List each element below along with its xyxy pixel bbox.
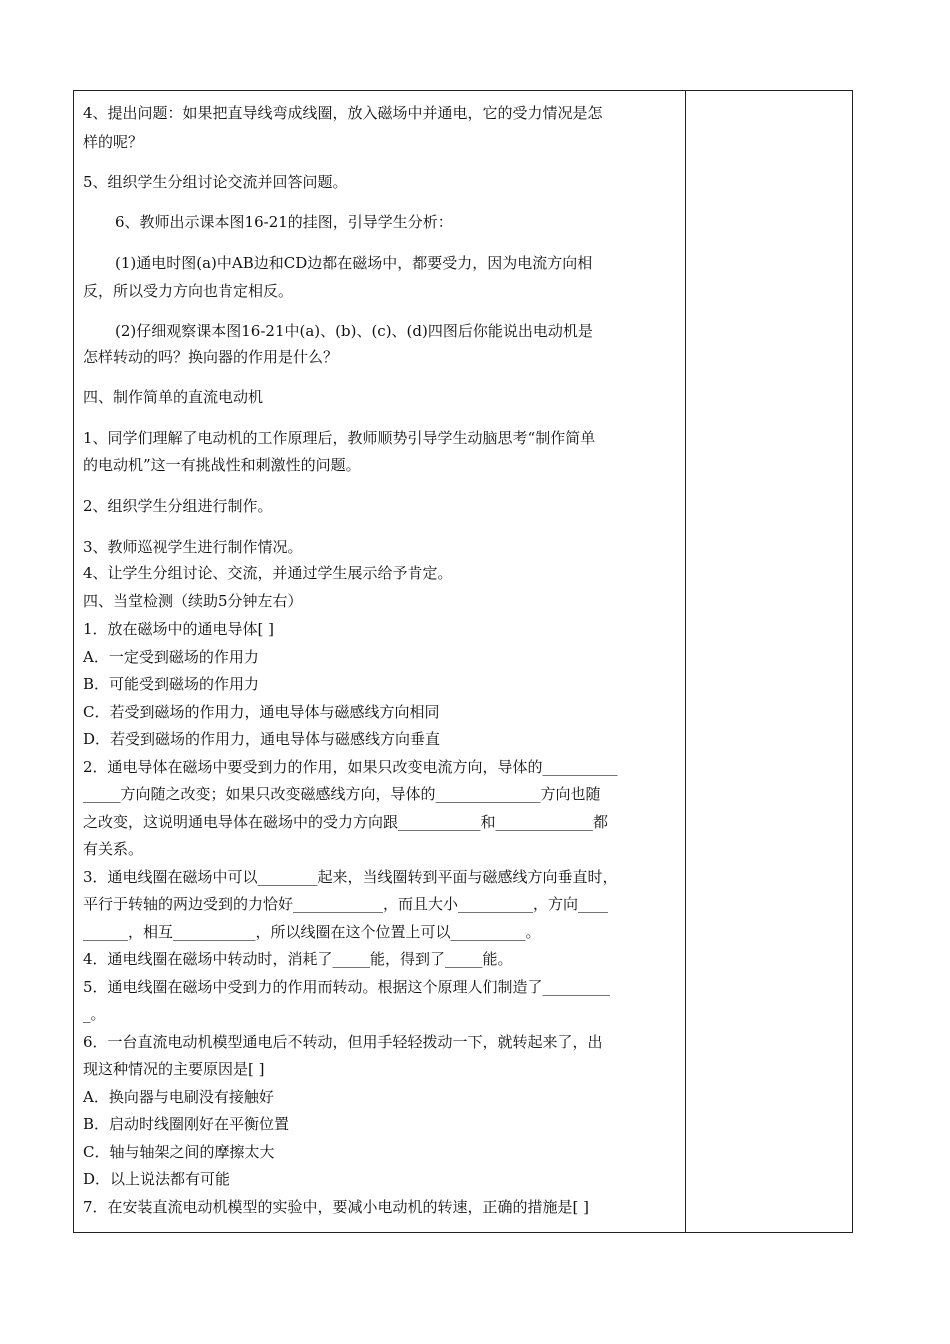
text-line: 之改变，这说明通电导体在磁场中的受力方向跟___________和_____________都 (83, 813, 609, 831)
text-line: (2)仔细观察课本图16-21中(a)、(b)、(c)、(d)四图后你能说出电动机是 (115, 322, 593, 340)
text-line: 4、让学生分组讨论、交流，并通过学生展示给予肯定。 (83, 564, 453, 582)
text-line: (1)通电时图(a)中AB边和CD边都在磁场中，都要受力，因为电流方向相 (115, 254, 593, 272)
text-line: 样的呢？ (83, 133, 144, 151)
option-b: B．启动时线圈刚好在平衡位置 (83, 1115, 290, 1133)
question-7: 7．在安装直流电动机模型的实验中，要减小电动机的转速，正确的措施是[ ] (83, 1198, 590, 1216)
option-a: A．换向器与电刷没有接触好 (83, 1088, 274, 1106)
question-5: 5．通电线圈在磁场中受到力的作用而转动。根据这个原理人们制造了_________ (83, 978, 611, 996)
question-2: 2．通电导体在磁场中要受到力的作用，如果只改变电流方向，导体的__________ (83, 758, 618, 776)
option-c: C．轴与轴架之间的摩擦太大 (83, 1143, 275, 1161)
question-4: 4．通电线圈在磁场中转动时，消耗了_____能，得到了_____能。 (83, 950, 513, 968)
question-3: 3．通电线圈在磁场中可以________起来，当线圈转到平面与磁感线方向垂直时， (83, 868, 618, 886)
text-line: 6、教师出示课本图16-21的挂图，引导学生分析： (115, 213, 453, 231)
text-line: 3、教师巡视学生进行制作情况。 (83, 538, 303, 556)
text-line: 有关系。 (83, 840, 144, 858)
section-heading: 四、制作简单的直流电动机 (83, 388, 264, 406)
text-line: 2、组织学生分组进行制作。 (83, 497, 273, 515)
option-d: D．若受到磁场的作用力，通电导体与磁感线方向垂直 (83, 730, 441, 748)
text-line: _。 (83, 1005, 106, 1023)
column-divider (685, 91, 686, 1232)
option-c: C．若受到磁场的作用力，通电导体与磁感线方向相同 (83, 703, 440, 721)
question-6: 6．一台直流电动机模型通电后不转动，但用手轻轻拨动一下，就转起来了，出 (83, 1033, 603, 1051)
section-heading: 四、当堂检测（续助5分钟左右） (83, 592, 303, 610)
text-line: 1、同学们理解了电动机的工作原理后，教师顺势引导学生动脑思考“制作简单 (83, 429, 596, 447)
notes-cell (687, 91, 852, 1232)
option-a: A．一定受到磁场的作用力 (83, 648, 259, 666)
option-b: B．可能受到磁场的作用力 (83, 675, 260, 693)
text-line: 现这种情况的主要原因是[ ] (83, 1060, 265, 1078)
text-line: _____方向随之改变；如果只改变磁感线方向，导体的______________方向也随 (83, 785, 601, 803)
option-d: D．以上说法都有可能 (83, 1170, 231, 1188)
text-line: 怎样转动的吗？换向器的作用是什么？ (83, 348, 339, 366)
text-line: 反，所以受力方向也肯定相反。 (83, 282, 294, 300)
text-line: 平行于转轴的两边受到的力恰好____________，而且大小__________，方向____ (83, 895, 609, 913)
question-1: 1．放在磁场中的通电导体[ ] (83, 620, 275, 638)
text-line: 5、组织学生分组讨论交流并回答问题。 (83, 173, 348, 191)
text-line: ______，相互___________，所以线圈在这个位置上可以__________。 (83, 923, 541, 941)
text-line: 4、提出问题：如果把直导线弯成线圈，放入磁场中并通电，它的受力情况是怎 (83, 104, 603, 122)
text-line: 的电动机”这一有挑战性和刺激性的问题。 (83, 456, 361, 474)
lesson-table (73, 90, 853, 1233)
